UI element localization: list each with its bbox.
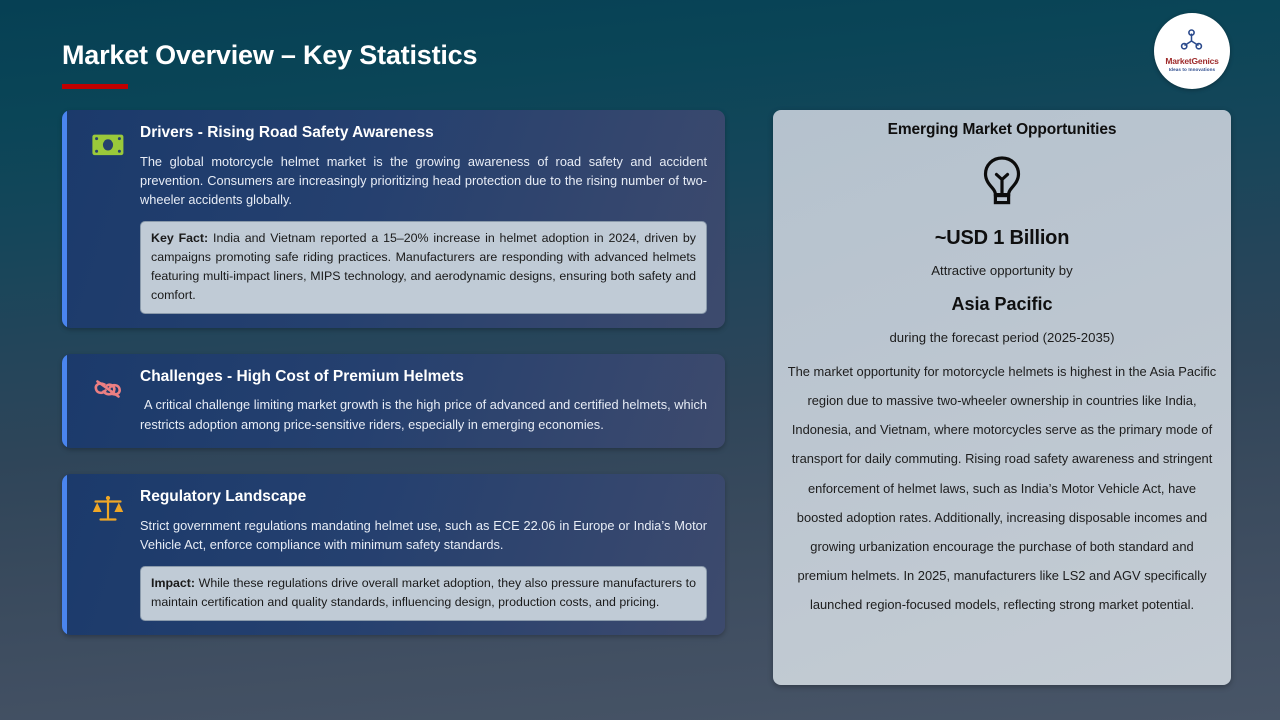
balance-scales-icon — [88, 491, 128, 527]
broken-link-icon — [88, 371, 128, 407]
card-body-text: Strict government regulations mandating helmet use, such as ECE 22.06 in Europe or India’s Motor Vehicle Act, enforce compliance with minimum safety standards. — [140, 517, 707, 553]
key-statistics-card-list — [62, 110, 725, 635]
logo-company-name: MarketGenics — [1165, 56, 1219, 67]
callout-text: India and Vietnam reported a 15–20% increase in helmet adoption in 2024, driven by campaigns promoting safe riding practices. Manufacturers are responding with advanced helmets featuring multi-impact liners, MIPS technology, and aerodynamic designs, ensuring both safety and comfort. — [151, 230, 696, 302]
card-challenges[interactable] — [62, 354, 725, 448]
title-underline-rule — [62, 84, 128, 89]
opportunity-subtitle: Attractive opportunity by — [931, 263, 1073, 278]
callout-label: Key Fact: — [151, 230, 209, 245]
money-banknote-icon — [88, 127, 128, 163]
callout-label: Impact: — [151, 575, 196, 590]
card-heading: Drivers - Rising Road Safety Awareness — [140, 124, 434, 141]
card-heading: Challenges - High Cost of Premium Helmets — [140, 367, 464, 385]
page-title: Market Overview – Key Statistics — [62, 40, 478, 70]
opportunity-value: ~USD 1 Billion — [934, 227, 1070, 249]
card-body-text: The global motorcycle helmet market is the growing awareness of road safety and accident prevention. Consumers are increasingly prioritizing head protection due to the rising number of two-wheeler accidents globally. — [140, 153, 707, 208]
callout-text: While these regulations drive overall market adoption, they also pressure manufacturers to maintain certification and quality standards, influencing design, production costs, and pricing. — [151, 575, 696, 609]
emerging-market-opportunities-panel — [773, 110, 1231, 685]
impact-callout — [140, 566, 707, 621]
opportunity-region: Asia Pacific — [951, 294, 1053, 314]
card-heading: Regulatory Landscape — [140, 488, 307, 506]
lightbulb-icon — [785, 155, 1219, 211]
card-drivers[interactable] — [62, 110, 725, 328]
panel-title: Emerging Market Opportunities — [887, 121, 1117, 138]
company-logo — [1154, 13, 1230, 89]
card-body-text: A critical challenge limiting market growth is the high price of advanced and certified helmets, which restricts adoption among price-sensitive riders, especially in emerging economies. — [140, 397, 707, 432]
logo-tagline: Ideas to Innovations — [1168, 66, 1216, 72]
card-regulatory-landscape[interactable] — [62, 474, 725, 634]
key-fact-callout — [140, 221, 707, 314]
panel-description: The market opportunity for motorcycle helmets is highest in the Asia Pacific region due to massive two-wheeler ownership in countries like India, Indonesia, and Vietnam, where motorcycles serve as the primary mode of transport for daily commuting. Rising road safety awareness and stringent enforcement of helmet laws, such as India’s Motor Vehicle Act, have boosted adoption rates. Additionally, increasing disposable incomes and growing urbanization encourage the purchase of both standard and premium helmets. In 2025, manufacturers like LS2 and AGV specifically launched region-focused models, reflecting strong market potential. — [787, 364, 1217, 613]
network-nodes-icon — [1179, 29, 1205, 56]
forecast-period: during the forecast period (2025-2035) — [889, 330, 1115, 345]
